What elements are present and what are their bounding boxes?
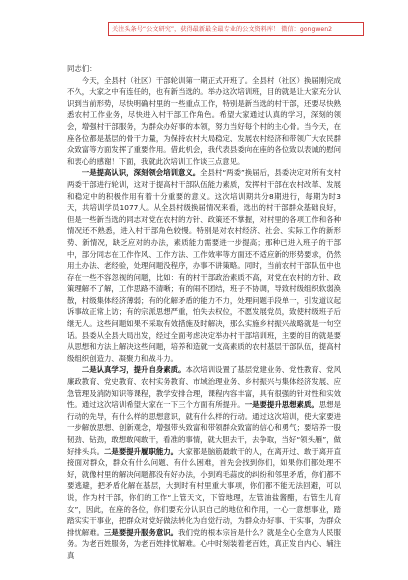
- paragraph-intro: [67, 75, 341, 168]
- paragraph-lead: 三是要提升服务意识。: [104, 527, 179, 537]
- paragraph-text: 今天，全县村（社区）干部轮训第一期正式开班了。全县村（社区）换届刚完成不久，大家之中有连任的，也有新当选的。举办这次培训班，目的就是让大家充分认识到当前形势，尽快明确村里的一些重点工作，特别是新当选的村干部，还要尽快熟悉农村工作业务，尽快进入村干部工作角色。希望大家通过认真的学习，深刻的领会，增强村干部服务，为群众办好事的本领，努力当好每个村的主心骨。当今天，在座各位都是基层的骨干力量，为保持农村大局稳定、发展农村经济和带领广大农民群众致富等方面发挥了重要作用。借此机会，我代表县委向在座的各位致以表诚的慰问和衷心的感谢！下面，我就此次培训工作谈三点意见。: [67, 75, 341, 166]
- paragraph-lead: 一是提高认识，深刻领会培训意义。: [81, 168, 201, 178]
- paragraph-section-2: [67, 364, 341, 561]
- paragraph-lead: 二是认真学习，提升自身素质。: [81, 365, 186, 375]
- paragraph-lead: 二是要提升履职能力。: [104, 446, 179, 456]
- paragraph-text: 思想是行动的先导，有什么样的思想意识，就有什么样的行动。通过这次培训，使大家要进一步解放思想、创新观念，增强带头致富和带领群众致富的信心和勇气；要培养一股韧劲、钻劲，敢想敢闯敢干，看准的事情，就大胆去干，去争取，当好“领头雁”，做好排头兵。: [67, 400, 341, 456]
- document-body: [67, 63, 341, 568]
- paragraph-lead: 一是要提升思想素质。: [244, 400, 319, 410]
- paragraph-section-1: [67, 167, 341, 364]
- paragraph-text: 我们党的根本宗旨是什么？就是全心全意为人民服务。为老百姓服务，为老百姓排忧解难。心中时刻装着老百姓，真正发自内心、辅注真: [67, 527, 341, 560]
- paragraph-text: 本次培训设置了基层党建业务、党性教育、党风廉政教育、党史教育、农村实务教育、市域治理业务、乡村振兴与集体经济发展、应急管理及消防知识等课程，教学安排合理，课程内容丰富，具有很强的针对性和实效性。通过这次培训希望大家在一下三个方面有所提升。: [67, 365, 341, 410]
- header-banner: 关注头条号“公文研究”，获得最新最全最专业的公文资料库！ 微信：gongwen2: [108, 22, 364, 36]
- paragraph-text: 全县村“两委”换届后，县委决定对所有支村两委干部进行轮训，这对于提高村干部队伍能力素质，发挥村干部在农村改革、发展和稳定中的积极作用有着十分重要的意义。这次培训期共分8期进行，每期为时3天，共培训学员1077人。从全县村级换届情况来看，选出的村干部群众基础良好，但是一些新当选的同志对党在农村的方针、政策还不掌握，对村里的各项工作和各种情况还不熟悉，进入村干部角色较慢。特别是对农村经济、社会、实际工作的新形势、新情况，缺乏应对的办法，素质能力需要进一步提高；那种已进入班子的干部中，部分同志在工作作风、工作方法、工作效率等方面还不适应新的形势要求，仍然用土办法、老经验，处理问题没程序，办事不讲策略。同时，当前农村干部队伍中也存在一些不容忽视的问题，比如：有的村干部政治素质不高，对党在农村的方针、政策理解不了解，工作思路不清晰；有的闹不团结，班子不协调，导致村级组织软弱涣散，村级集体经济薄弱；有的化解矛盾的能力不力，处理问题手段单一，引发道议起诉事故正常上访；有的宗派思想严重，怕失去权位，不愿发展党员，致使村级班子后继无人。这些问题如果不采取有效措施及时解决，那么实施乡村振兴战略就是一句空话。县委从全县大局出发，经过全面考虑决定举办村干部培训班，主要的目的就是要从思想和方法上解决这些问题，培养和造就一支高素质的农村基层干部队伍，提高村级组织创造力、凝聚力和战斗力。: [67, 168, 341, 363]
- paragraph-text: 大家都是脑筋最敢干的人，在离开过、敢于离开直接面对群众，群众有什么问题、有什么困难，首先会找到你们，如果你们都处理不好，就像村里的解决问题都没有好办法，小到鸡毛蒜皮的纠纷和邻里矛盾，你们都不要逃避，把矛盾化解在基层，大到时有村里重大事项，你们都不能无法回避，可以说，作为村干部，你们的工作“上管天文，下管地理，左管油盐酱醋，右管生儿育女”，因此，在座的各位，你们要充分认识自己的地位和作用，一心一意想事业，踏踏实实干事业，把群众对党好做法转化为自觉行动，为群众办好事、干实事，为群众排忧解难。: [67, 446, 341, 537]
- salutation: 同志们：: [67, 64, 97, 73]
